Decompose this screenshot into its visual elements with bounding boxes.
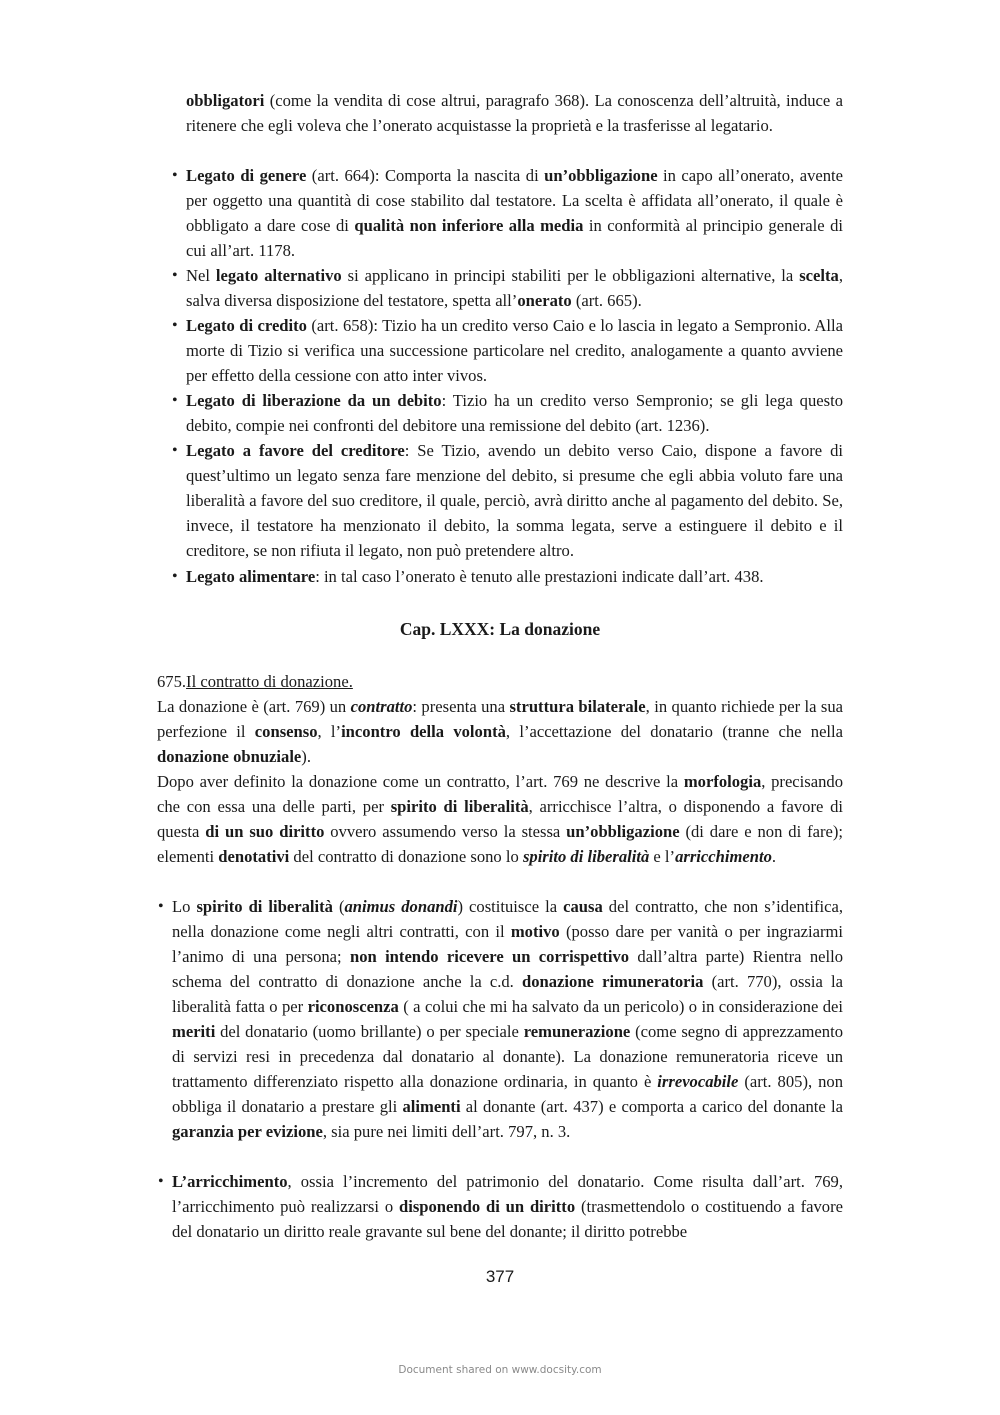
- text-run: (di dare e non di fare); elementi: [157, 822, 843, 866]
- chapter-title: Cap. LXXX: La donazione: [399, 619, 601, 639]
- text-run: un’obbligazione: [544, 166, 658, 185]
- text-run: (art. 665).: [571, 291, 642, 310]
- text-run: .: [771, 847, 777, 866]
- text-run: obbligatori: [186, 91, 265, 110]
- text-run: ( a colui che mi ha salvato da un pericolo) o in considerazione dei: [398, 997, 843, 1016]
- text-run: spirito di liberalità: [196, 897, 333, 916]
- text-run: al donante (art. 437) e comporta a carico del donante la: [460, 1097, 843, 1116]
- text-run: del donatario (uomo brillante) o per speciale: [215, 1022, 524, 1041]
- text-run: incontro della volontà: [341, 722, 506, 741]
- text-run: riconoscenza: [307, 997, 399, 1016]
- text-run: (come la vendita di cose altrui, paragrafo 368). La conoscenza dell’altruità, induce a ritenere che egli voleva che l’onerato acquistasse la proprietà e la trasferisse al legatario.: [186, 91, 843, 135]
- bullet: •: [172, 167, 178, 184]
- list-item-legato-creditore: [186, 438, 843, 563]
- list-item-legato-alimentare: [186, 564, 843, 589]
- text-run: denotativi: [218, 847, 290, 866]
- text-run: , sia pure nei limiti dell’art. 797, n. 3.: [322, 1122, 571, 1141]
- text-run: qualità non inferiore alla media: [354, 216, 584, 235]
- text-run: legato alternativo: [215, 266, 342, 285]
- text-run: Legato di liberazione da un debito: [186, 391, 442, 410]
- text-run: meriti: [172, 1022, 216, 1041]
- text-run: (trasmettendolo o costituendo a favore del donatario un diritto reale gravante sul bene del donante; il diritto potrebbe: [172, 1197, 843, 1241]
- text-run: L’arricchimento: [172, 1172, 288, 1191]
- text-run: (posso dare per vanità o per ingraziarmi l’animo di una persona;: [172, 922, 843, 966]
- text-run: del contratto, che non s’identifica, nella donazione come negli altri contratti, con il: [172, 897, 843, 941]
- text-run: Legato alimentare: [186, 567, 316, 586]
- text-run: si applicano in principi stabiliti per le obbligazioni alternative, la: [341, 266, 800, 285]
- text-run: onerato: [517, 291, 572, 310]
- text-run: spirito di liberalità: [522, 847, 650, 866]
- paragraph-morfologia: [157, 769, 843, 869]
- text-run: Legato di credito: [186, 316, 307, 335]
- text-run: , in quanto richiede per la sua perfezione il: [157, 697, 843, 741]
- text-run: motivo: [510, 922, 560, 941]
- bullet: •: [172, 267, 178, 284]
- text-run: La donazione è (art. 769) un: [157, 697, 351, 716]
- text-run: non intendo ricevere un corrispettivo: [350, 947, 630, 966]
- footer-credit: Document shared on www.docsity.com: [398, 1364, 602, 1376]
- text-run: donazione rimuneratoria: [522, 972, 704, 991]
- page-number: 377: [485, 1267, 515, 1286]
- text-run: alimenti: [402, 1097, 461, 1116]
- text-run: contratto: [350, 697, 413, 716]
- text-run: , l’accettazione del donatario (tranne che nella: [505, 722, 844, 741]
- text-run: ovvero assumendo verso la stessa: [324, 822, 567, 841]
- list-item-arricchimento: [172, 1169, 843, 1244]
- text-run: (: [332, 897, 345, 916]
- text-run: : Tizio ha un credito verso Sempronio; se gli lega questo debito, compie nei confronti del debitore una remissione del debito (art. 1236).: [186, 391, 844, 435]
- bullet: •: [172, 317, 178, 334]
- text-run: garanzia per evizione: [172, 1122, 323, 1141]
- list-item-legato-credito: [186, 313, 843, 388]
- text-run: causa: [563, 897, 603, 916]
- list-item-spirito-liberalita: [172, 894, 843, 1144]
- bullet: •: [158, 1173, 164, 1190]
- text-run: remunerazione: [523, 1022, 631, 1041]
- text-run: consenso: [254, 722, 318, 741]
- text-run: un’obbligazione: [566, 822, 680, 841]
- text-run: in conformità al principio generale di cui all’art. 1178.: [186, 216, 843, 260]
- text-run: Nel: [186, 266, 216, 285]
- text-run: : in tal caso l’onerato è tenuto alle prestazioni indicate dall’art. 438.: [315, 567, 764, 586]
- text-run: , salva diversa disposizione del testatore, spetta all’: [186, 266, 843, 310]
- text-run: (come segno di apprezzamento di servizi resi in precedenza dal donatario al donante). La donazione remuneratoria riceve un trattamento differenziato rispetto alla donazione ordinaria, in quanto è: [172, 1022, 843, 1091]
- text-run: : Se Tizio, avendo un debito verso Caio, dispone a favore di quest’ultimo un legato senza fare menzione del debito, si presume che egli abbia voluto fare una liberalità a favore del suo creditore, il quale, perciò, avrà diritto anche al pagamento del debito. Se, invece, il testatore ha menzionato il debito, la somma legata, serve a estinguere il debito e il creditore, se non rifiuta il legato, non può pretendere altro.: [186, 441, 843, 560]
- text-run: di un suo diritto: [205, 822, 325, 841]
- text-run: Dopo aver definito la donazione come un contratto, l’art. 769 ne descrive la: [157, 772, 684, 791]
- text-run: , precisando che con essa una delle parti, per: [157, 772, 843, 816]
- text-run: morfologia: [683, 772, 762, 791]
- text-run: Legato a favore del creditore: [186, 441, 405, 460]
- bullet: •: [172, 442, 178, 459]
- bullet: •: [158, 898, 164, 915]
- text-run: dall’altra parte) Rientra nello schema del contratto di donazione anche la c.d.: [172, 947, 843, 991]
- text-run: 675.: [157, 672, 187, 691]
- text-run: (art. 658): Tizio ha un credito verso Caio e lo lascia in legato a Sempronio. Alla morte di Tizio si verifica una successione particolare nel credito, analogamente a quanto avviene per effetto della cessione con atto inter vivos.: [186, 316, 843, 385]
- text-run: , ossia l’incremento del patrimonio del donatario. Come risulta dall’art. 769, l’arricchimento può realizzarsi o: [172, 1172, 843, 1216]
- text-run: del contratto di donazione sono lo: [289, 847, 523, 866]
- text-run: donazione obnuziale: [157, 747, 302, 766]
- list-item-legato-alternativo: [186, 263, 843, 313]
- text-run: disponendo di un diritto: [398, 1197, 576, 1216]
- text-run: Il contratto di donazione.: [186, 672, 353, 691]
- text-run: (art. 664): Comporta la nascita di: [306, 166, 545, 185]
- text-run: (art. 770), ossia la liberalità fatta o per: [172, 972, 843, 1016]
- text-run: Lo: [172, 897, 197, 916]
- text-run: , l’: [317, 722, 342, 741]
- bullet: •: [172, 392, 178, 409]
- text-run: in capo all’onerato, avente per oggetto una quantità di cose stabilito dal testatore. La scelta è affidata all’onerato, il quale è obbligato a dare cose di: [186, 166, 844, 235]
- text-run: (art. 805), non obbliga il donatario a prestare gli: [172, 1072, 843, 1116]
- text-run: ) costituisce la: [457, 897, 564, 916]
- section-heading: [157, 669, 843, 694]
- text-run: arricchimento: [675, 847, 772, 866]
- text-run: , arricchisce l’altra, o disponendo a favore di questa: [157, 797, 843, 841]
- list-item-legato-liberazione: [186, 388, 843, 438]
- text-run: e l’: [649, 847, 676, 866]
- text-run: ).: [301, 747, 311, 766]
- text-run: : presenta una: [412, 697, 510, 716]
- paragraph-definizione: [157, 694, 843, 769]
- text-run: spirito di liberalità: [390, 797, 529, 816]
- text-run: struttura bilaterale: [509, 697, 646, 716]
- text-run: irrevocabile: [657, 1072, 739, 1091]
- bullet: •: [172, 568, 178, 585]
- text-run: animus donandi: [344, 897, 458, 916]
- text-run: scelta: [799, 266, 839, 285]
- list-item-legato-genere: [186, 163, 843, 263]
- text-run: Legato di genere: [186, 166, 307, 185]
- list-item-continuation: [186, 88, 843, 138]
